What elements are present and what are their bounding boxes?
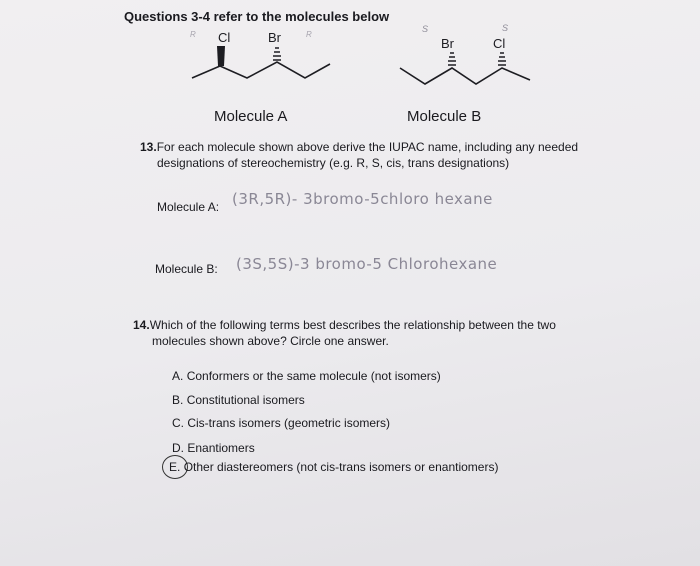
molecule-b-answer-label: Molecule B: (155, 262, 218, 276)
molecule-b-atom-cl: Cl (493, 36, 506, 51)
molecule-b-label: Molecule B (407, 108, 482, 125)
question-14 (133, 317, 556, 349)
molecule-a-annotation-r2: R (306, 30, 312, 39)
choice-c[interactable] (172, 416, 390, 430)
choice-d-text: Enantiomers (187, 441, 255, 455)
molecule-a-handwritten-answer: (3R,5R)- 3bromo-5chloro hexane (232, 190, 493, 208)
molecule-a-atom-cl: Cl (218, 30, 231, 45)
question-14-line1: Which of the following terms best describes the relationship between the two (149, 318, 556, 332)
choice-a[interactable] (172, 369, 441, 383)
question-13 (140, 139, 578, 171)
choice-e[interactable] (169, 460, 498, 474)
question-13-line1: For each molecule shown above derive the IUPAC name, including any needed (156, 140, 579, 154)
choice-e-letter: E. (169, 460, 181, 474)
molecule-a-atom-br: Br (268, 30, 281, 45)
molecule-b-atom-br: Br (441, 36, 454, 51)
choice-b-text: Constitutional isomers (186, 393, 305, 407)
molecule-b-skeleton (400, 68, 530, 84)
molecule-a-hash-bond (273, 48, 281, 60)
choice-c-letter: C. (172, 416, 184, 430)
choice-e-text: Other diastereomers (not cis-trans isomers or enantiomers) (183, 460, 499, 474)
choice-d-letter: D. (172, 441, 184, 455)
molecule-a-structure (180, 22, 360, 100)
question-14-number: 14. (133, 318, 150, 332)
molecule-b-hash-bond-br (448, 53, 456, 65)
choice-b-letter: B. (172, 393, 184, 407)
section-header: Questions 3-4 refer to the molecules below (124, 9, 390, 24)
molecule-b-hash-bond-cl (498, 53, 506, 65)
molecule-a-wedge-bond (217, 46, 225, 66)
molecule-b-annotation-s1: S (422, 24, 429, 34)
choice-d[interactable] (172, 441, 255, 455)
choice-a-letter: A. (172, 369, 184, 383)
question-13-number: 13. (140, 140, 157, 154)
molecule-a-skeleton (192, 62, 330, 78)
molecule-a-label: Molecule A (214, 108, 288, 125)
molecule-b-structure (390, 14, 560, 100)
molecule-b-annotation-s2: S (502, 23, 509, 33)
molecule-a-annotation-r1: R (190, 30, 196, 39)
molecule-a-answer-label: Molecule A: (157, 200, 220, 214)
choice-b[interactable] (172, 393, 305, 407)
molecule-b-handwritten-answer: (3S,5S)-3 bromo-5 Chlorohexane (236, 255, 498, 273)
question-13-line2: designations of stereochemistry (e.g. R, S, cis, trans designations) (157, 156, 510, 170)
choice-a-text: Conformers or the same molecule (not isomers) (186, 369, 441, 383)
choice-c-text: Cis-trans isomers (geometric isomers) (187, 416, 391, 430)
question-14-line2: molecules shown above? Circle one answer. (152, 334, 389, 348)
